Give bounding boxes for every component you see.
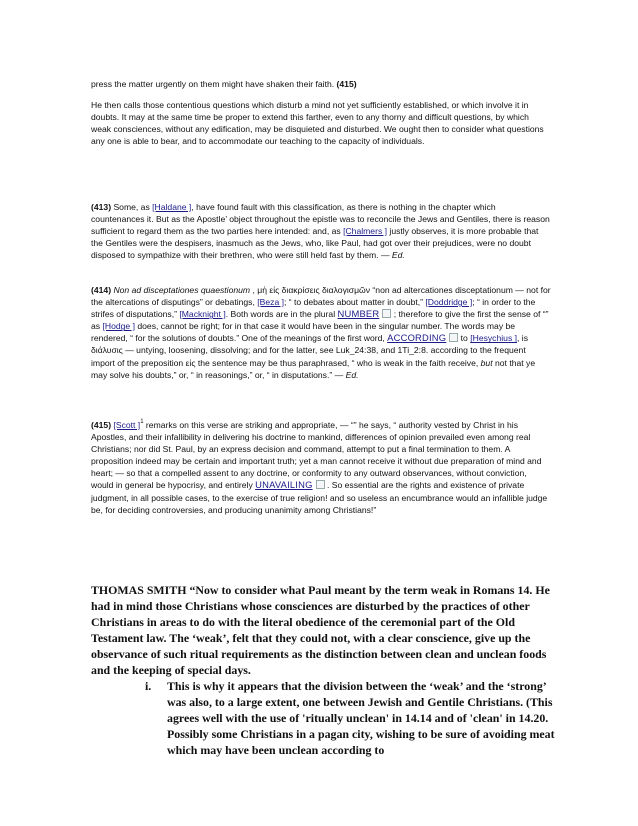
external-link-icon[interactable] bbox=[449, 333, 458, 342]
paragraph-faith: press the matter urgently on them might have shaken their faith. (415) bbox=[91, 79, 357, 89]
footnote-415: (415) [Scott ]$^1$ remarks on this verse are striking and appropriate, — “” he says, “ authority vested by Christ in his Apostles, and their infallibility in delivering his doctrine to mankind, differences of opinion prevailed even among real Christians; nor did St. Paul, by an express decision and command, attempt to put a final termination to them. A proposition indeed may be certain and important truth; yet a man cannot receive it without due preparation of mind and heart; — so that a compelled assent to any doctrine, or conformity to any outward observances, without conviction, would in general be hypocrisy, and entirely UNAVAILING . So essential are the rights and existence of private judgment, in all possible cases, to the exercise of true religion! and so useless an encumbrance would an infallible judge be, for deciding controversies, and producing unanimity among Christians!” bbox=[91, 419, 548, 515]
superscript-mark: 1 bbox=[140, 419, 144, 425]
link-chalmers[interactable]: [Chalmers ] bbox=[343, 226, 388, 237]
thomas-smith-quote: THOMAS SMITH “Now to consider what Paul meant by the term weak in Romans 14. He had in mind those Christians whose consciences are disturbed by the practices of other Christians in areas to do with the literal obedience of the ceremonial part of the Old Testament law. The ‘weak’, felt that they could not, with a clear conscience, give up the observance of such ritual requirements as the distinction between clean and unclean foods and the keeping of special days. bbox=[91, 583, 550, 677]
link-hodge[interactable]: [Hodge ] bbox=[102, 321, 135, 332]
link-doddridge[interactable]: [Doddridge ] bbox=[425, 297, 473, 308]
footnote-number: (414) bbox=[91, 285, 112, 295]
paragraph-contentious-questions: He then calls those contentious questions which disturb a mind not yet sufficiently established, or which involve it in doubts. It may at the same time be proper to extend this farther, even to any thorny and difficult questions, by which weak consciences, without any edification, may be disquieted and disturbed. We ought then to consider what questions any one is able to bear, and to accommodate our teaching to the capacity of individuals. bbox=[91, 100, 544, 147]
footnote-414: (414) Non ad disceptationes quaestionum , μὴ εἰς διακρίσεις διαλογισμῶν “non ad altercationes disceptationum — not for the altercations of disputings” or debatings, [Beza ]; “ to debates about matter in doubt,” [Doddridge ]; “ in order to the strifes of disputations,” [Macknight ]. Both words are in the plural NUMBER ; therefore to give the first the sense of “” as [Hodge ] does, cannot be right; for in that case it would have been in the singular number. The words may be rendered, “ for the solutions of doubts.” One of the meanings of the first word, ACCORDING to [Hesychius ], is διάλυσις — untying, loosening, dissolving; and for the latter, see Luk_24:38, and 1Ti_2:8. according to the frequent import of the preposition εἰς the sentence may be thus paraphrased, “ who is weak in the faith receive, but not that ye may solve his doubts,” or, “ in reasonings,” or, “ in disputations.” — Ed. bbox=[91, 285, 551, 380]
point-i bbox=[145, 679, 561, 759]
external-link-icon[interactable] bbox=[316, 480, 325, 489]
link-scott[interactable]: [Scott ] bbox=[113, 420, 141, 430]
link-beza[interactable]: [Beza ] bbox=[257, 297, 285, 308]
footnote-number: (415) bbox=[91, 420, 112, 430]
link-haldane[interactable]: [Haldane ] bbox=[152, 202, 192, 212]
footnote-ref-415[interactable]: (415) bbox=[336, 79, 357, 89]
external-link-icon[interactable] bbox=[382, 309, 391, 318]
list-marker: i. bbox=[145, 679, 152, 693]
link-according[interactable]: ACCORDING bbox=[387, 332, 447, 344]
point-i-text: This is why it appears that the division between the ‘weak’ and the ‘strong’ was also, to a large extent, one between Jewish and Gentile Christians. (This agrees well with the use of 'ritually unclean' in 14.14 and of 'clean' in 14.20. Possibly some Christians in a pagan city, wishing to be sure of avoiding meat which may have been unclean according to bbox=[167, 679, 555, 757]
link-number[interactable]: NUMBER bbox=[337, 308, 380, 320]
link-unavailing[interactable]: UNAVAILING bbox=[255, 479, 313, 491]
link-hesychius[interactable]: [Hesychius ] bbox=[470, 333, 518, 344]
footnote-413: (413) Some, as [Haldane ], have found fault with this classification, as there is nothing in the chapter which countenances it. But as the Apostle’ object throughout the epistle was to reconcile the Jews and Gentiles, there is reason sufficient to regard them as the two parties here intended: and, as [Chalmers ] justly observes, it is more probable that the Gentiles were the despisers, inasmuch as the Jews, who, like Paul, had got over their prejudices, were no doubt disposed to sympathize with their brethren, who were still held fast by them. — Ed. bbox=[91, 202, 550, 261]
link-macknight[interactable]: [Macknight ] bbox=[179, 309, 226, 320]
footnote-number: (413) bbox=[91, 202, 112, 212]
